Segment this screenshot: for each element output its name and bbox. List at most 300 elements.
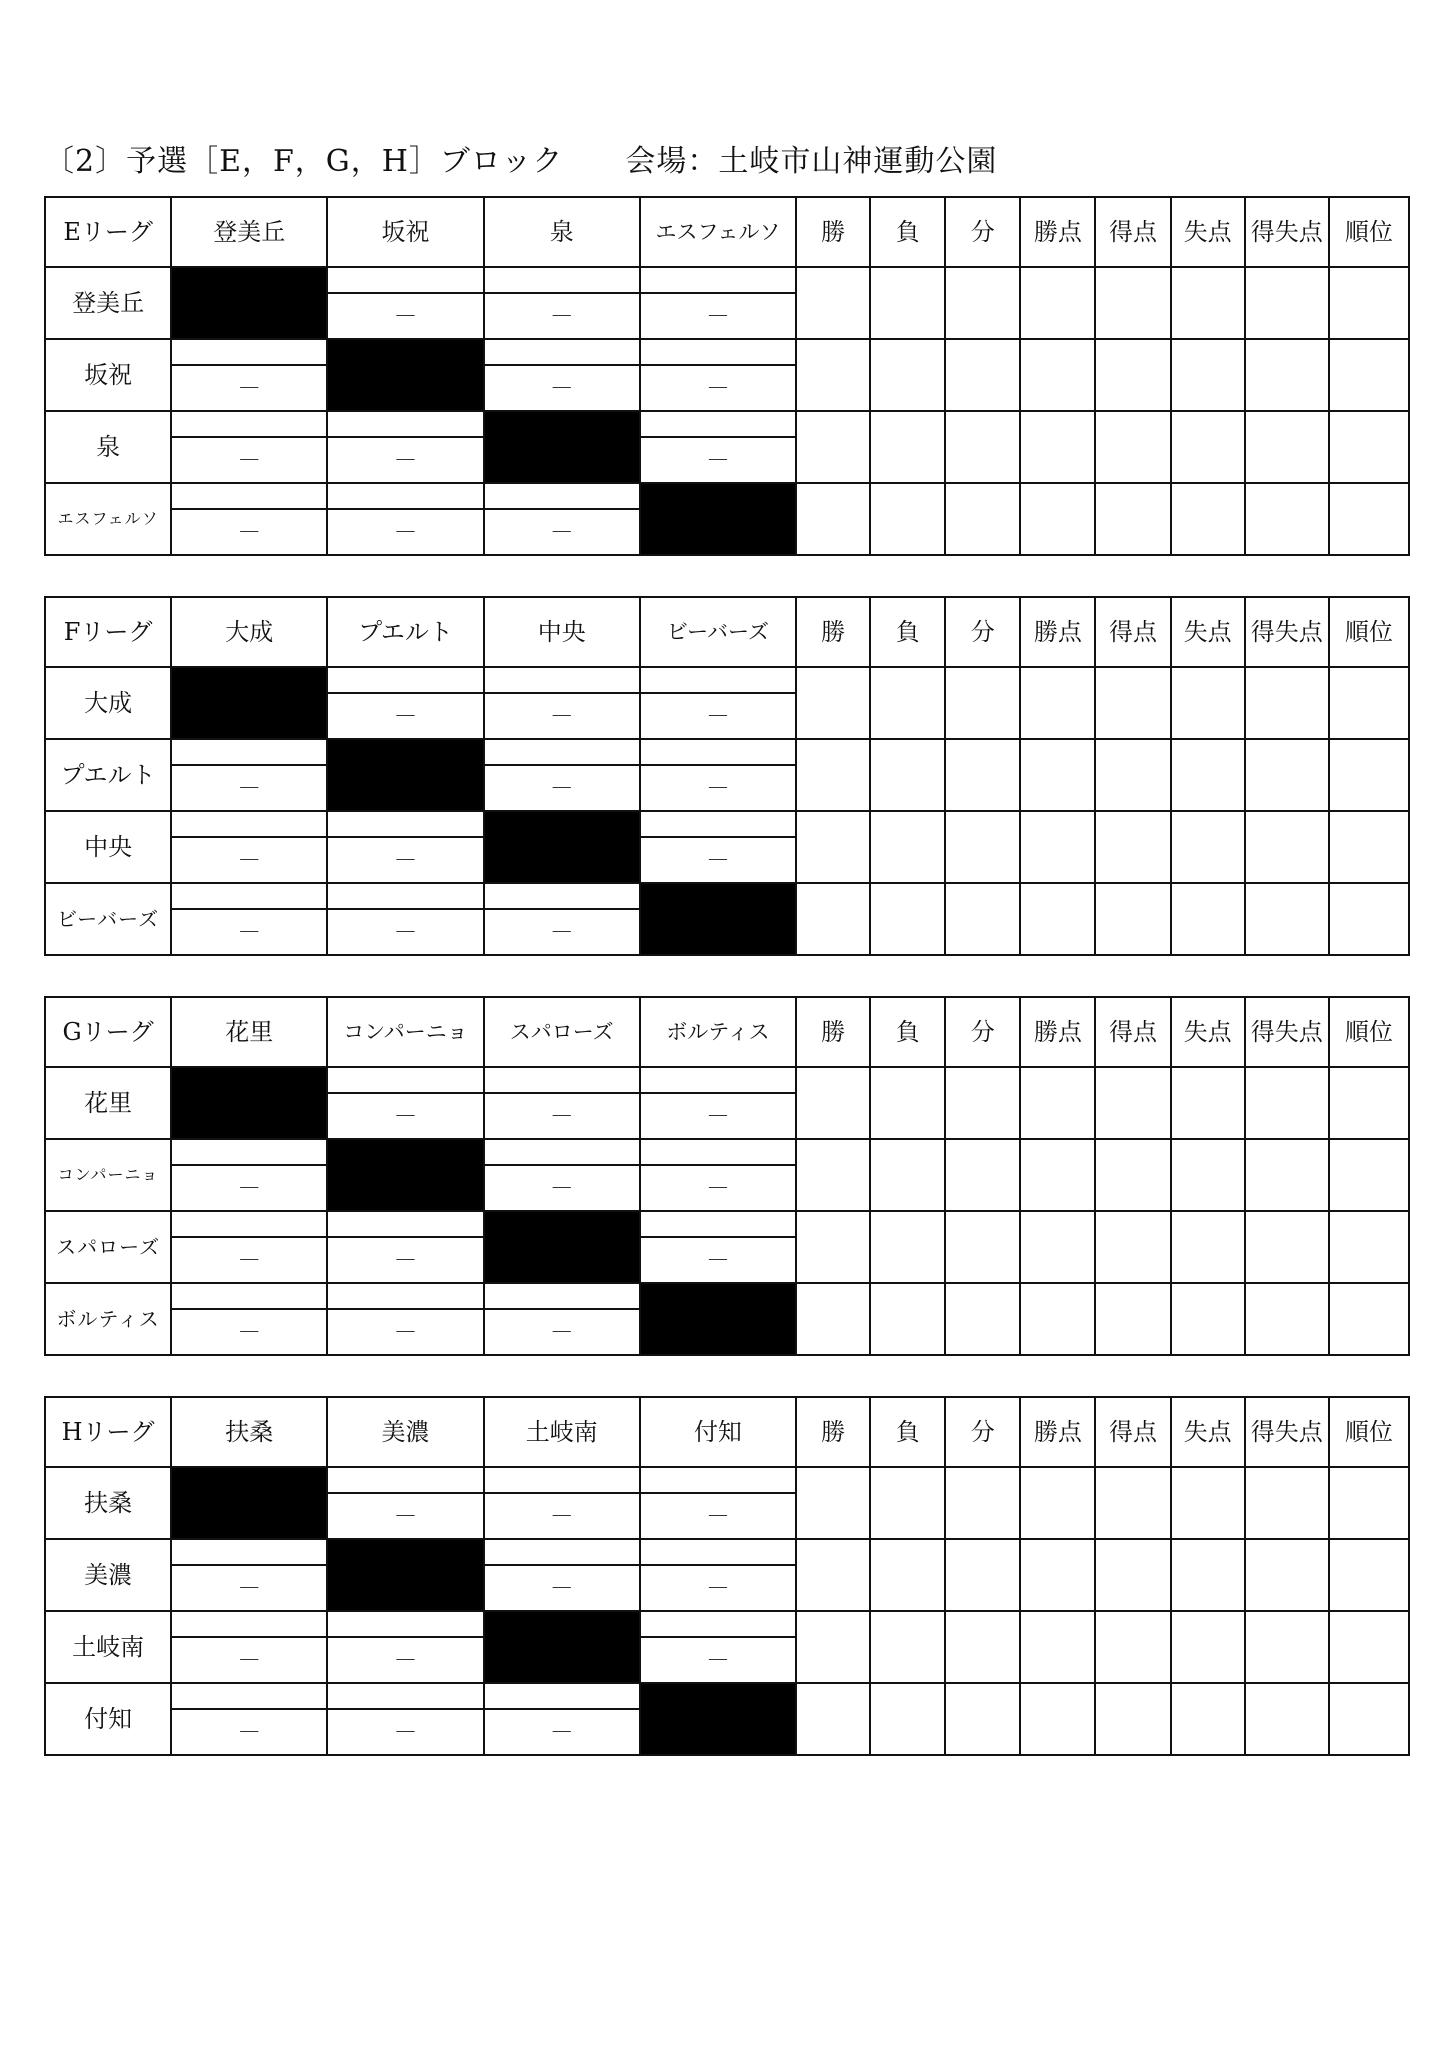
stat-cell [945,1611,1020,1683]
stat-cell [1245,883,1329,955]
score-cell: － [171,837,327,883]
score-cell: － [171,1237,327,1283]
stat-cell [796,267,870,339]
score-cell: － [327,1493,483,1539]
stat-header: 勝 [796,597,870,667]
score-cell: － [327,1237,483,1283]
result-cell [640,1139,796,1165]
stat-header: 得失点 [1245,197,1329,267]
stat-cell [1020,483,1095,555]
stat-cell [1171,1211,1245,1283]
result-cell [640,411,796,437]
opponent-header: 美濃 [327,1397,483,1467]
stat-cell [945,267,1020,339]
stat-cell [870,1067,945,1139]
self-match-cell [640,1283,796,1355]
result-cell [640,1611,796,1637]
league-table [44,596,1410,956]
opponent-header: 花里 [171,997,327,1067]
score-cell: － [327,693,483,739]
stat-cell [1020,1539,1095,1611]
stat-cell [1245,1611,1329,1683]
stat-header: 勝 [796,197,870,267]
stat-cell [1171,811,1245,883]
stat-cell [1095,339,1170,411]
team-name: 泉 [45,411,171,483]
stat-cell [945,667,1020,739]
stat-cell [945,1283,1020,1355]
stat-cell [1329,1139,1409,1211]
stat-cell [1245,1211,1329,1283]
stat-cell [1329,739,1409,811]
result-cell [171,739,327,765]
league-table [44,196,1410,556]
stat-cell [1171,1611,1245,1683]
result-cell [640,1211,796,1237]
stat-cell [1095,267,1170,339]
self-match-cell [640,483,796,555]
score-cell: － [171,909,327,955]
result-cell [484,883,640,909]
result-cell [327,1067,483,1093]
result-cell [640,811,796,837]
stat-cell [870,667,945,739]
stat-cell [1329,883,1409,955]
stat-cell [945,739,1020,811]
stat-cell [1245,1539,1329,1611]
stat-cell [945,1139,1020,1211]
result-cell [640,739,796,765]
stat-cell [1020,1067,1095,1139]
result-cell [327,667,483,693]
opponent-header: 泉 [484,197,640,267]
result-cell [327,1283,483,1309]
stat-header: 負 [870,597,945,667]
stat-cell [1171,1467,1245,1539]
stat-cell [1329,811,1409,883]
opponent-header: ボルティス [640,997,796,1067]
stat-cell [870,339,945,411]
score-cell: － [640,437,796,483]
stat-header: 分 [945,197,1020,267]
stat-cell [1329,1467,1409,1539]
stat-cell [1020,411,1095,483]
stat-cell [1171,1539,1245,1611]
stat-cell [1171,739,1245,811]
block-title: 〔2〕予選［E，F，G，H］ブロック [44,144,564,179]
result-cell [640,267,796,293]
stat-cell [796,1283,870,1355]
stat-cell [796,483,870,555]
stat-cell [1245,739,1329,811]
self-match-cell [640,1683,796,1755]
stat-cell [1171,339,1245,411]
stat-header: 得失点 [1245,997,1329,1067]
stat-cell [1020,1467,1095,1539]
team-name: 大成 [45,667,171,739]
stat-header: 順位 [1329,997,1409,1067]
score-cell: － [640,1565,796,1611]
stat-cell [1329,411,1409,483]
stat-cell [1095,1283,1170,1355]
league-name: Gリーグ [45,997,171,1067]
stat-cell [1020,1139,1095,1211]
stat-cell [1020,1611,1095,1683]
stat-cell [1329,1283,1409,1355]
team-name: 美濃 [45,1539,171,1611]
stat-cell [796,339,870,411]
stat-cell [1171,1139,1245,1211]
stat-cell [1329,1211,1409,1283]
result-cell [484,667,640,693]
result-cell [484,339,640,365]
stat-cell [1329,1683,1409,1755]
stat-header: 勝点 [1020,597,1095,667]
score-cell: － [484,1093,640,1139]
stat-cell [870,1539,945,1611]
result-cell [484,739,640,765]
stat-cell [945,411,1020,483]
stat-cell [1095,1467,1170,1539]
result-cell [484,1283,640,1309]
self-match-cell [171,267,327,339]
stat-header: 得点 [1095,197,1170,267]
stat-cell [1329,1539,1409,1611]
score-cell: － [484,293,640,339]
result-cell [640,1539,796,1565]
self-match-cell [171,1067,327,1139]
stat-cell [796,667,870,739]
result-cell [171,339,327,365]
opponent-header: 大成 [171,597,327,667]
result-cell [327,483,483,509]
stat-cell [1095,667,1170,739]
result-cell [327,1611,483,1637]
stat-cell [1020,1683,1095,1755]
stat-header: 分 [945,997,1020,1067]
stat-cell [870,411,945,483]
stat-cell [1329,1067,1409,1139]
result-cell [327,1683,483,1709]
result-cell [640,1467,796,1493]
stat-header: 順位 [1329,197,1409,267]
stat-cell [1095,483,1170,555]
stat-header: 勝点 [1020,197,1095,267]
league-name: Hリーグ [45,1397,171,1467]
score-cell: － [640,1637,796,1683]
score-cell: － [327,1709,483,1755]
league-name: Fリーグ [45,597,171,667]
opponent-header: 坂祝 [327,197,483,267]
score-cell: － [640,1493,796,1539]
stat-cell [945,883,1020,955]
team-name: ビーバーズ [45,883,171,955]
stat-header: 得失点 [1245,597,1329,667]
score-cell: － [171,365,327,411]
stat-cell [1329,1611,1409,1683]
stat-cell [870,1611,945,1683]
league-table [44,996,1410,1356]
stat-header: 負 [870,1397,945,1467]
stat-cell [945,1211,1020,1283]
score-cell: － [327,1093,483,1139]
result-cell [171,883,327,909]
stat-cell [1095,1139,1170,1211]
score-cell: － [640,365,796,411]
stat-cell [1245,411,1329,483]
self-match-cell [327,739,483,811]
stat-cell [945,1467,1020,1539]
score-cell: － [484,1493,640,1539]
stat-cell [796,883,870,955]
stat-cell [870,811,945,883]
stat-header: 勝点 [1020,997,1095,1067]
stat-cell [796,1683,870,1755]
result-cell [484,1467,640,1493]
result-cell [484,1067,640,1093]
stat-cell [1171,667,1245,739]
score-cell: － [171,765,327,811]
score-cell: － [484,1709,640,1755]
stat-cell [1245,1067,1329,1139]
stat-cell [796,739,870,811]
score-cell: － [640,765,796,811]
self-match-cell [327,1139,483,1211]
stat-cell [1020,339,1095,411]
stat-cell [1171,883,1245,955]
stat-cell [1020,883,1095,955]
team-name: ボルティス [45,1283,171,1355]
stat-cell [1095,1211,1170,1283]
result-cell [640,667,796,693]
stat-header: 順位 [1329,1397,1409,1467]
self-match-cell [327,1539,483,1611]
score-cell: － [640,1165,796,1211]
opponent-header: 扶桑 [171,1397,327,1467]
score-cell: － [171,509,327,555]
stat-cell [1095,411,1170,483]
score-cell: － [484,509,640,555]
score-cell: － [327,293,483,339]
stat-header: 勝 [796,1397,870,1467]
score-cell: － [484,365,640,411]
league-name: Eリーグ [45,197,171,267]
self-match-cell [484,1611,640,1683]
stat-cell [796,1467,870,1539]
score-cell: － [171,437,327,483]
opponent-header: 土岐南 [484,1397,640,1467]
stat-header: 勝 [796,997,870,1067]
self-match-cell [484,411,640,483]
result-cell [484,267,640,293]
team-name: コンパーニョ [45,1139,171,1211]
score-cell: － [327,909,483,955]
score-cell: － [484,1565,640,1611]
score-cell: － [171,1637,327,1683]
score-cell: － [484,1309,640,1355]
team-name: 花里 [45,1067,171,1139]
result-cell [171,1611,327,1637]
team-name: 土岐南 [45,1611,171,1683]
result-cell [171,1283,327,1309]
score-cell: － [171,1165,327,1211]
stat-cell [945,483,1020,555]
stat-header: 得失点 [1245,1397,1329,1467]
venue-label: 会場：土岐市山神運動公園 [625,144,998,179]
team-name: 中央 [45,811,171,883]
team-name: エスフェルソ [45,483,171,555]
stat-cell [1095,1539,1170,1611]
result-cell [171,411,327,437]
stat-cell [1171,1067,1245,1139]
score-cell: － [640,1093,796,1139]
stat-header: 得点 [1095,997,1170,1067]
stat-cell [1020,739,1095,811]
score-cell: － [484,693,640,739]
team-name: 登美丘 [45,267,171,339]
stat-cell [870,1683,945,1755]
stat-header: 分 [945,1397,1020,1467]
score-cell: － [484,1165,640,1211]
stat-cell [796,1211,870,1283]
team-name: 坂祝 [45,339,171,411]
result-cell [171,1211,327,1237]
stat-cell [1020,1283,1095,1355]
result-cell [327,1211,483,1237]
score-cell: － [640,693,796,739]
stat-cell [796,1539,870,1611]
score-cell: － [171,1709,327,1755]
stat-cell [870,883,945,955]
stat-cell [1171,267,1245,339]
result-cell [640,1067,796,1093]
stat-cell [1245,811,1329,883]
score-cell: － [640,293,796,339]
result-cell [484,1683,640,1709]
score-cell: － [327,437,483,483]
stat-cell [1329,267,1409,339]
stat-cell [870,1211,945,1283]
opponent-header: 登美丘 [171,197,327,267]
result-cell [640,339,796,365]
stat-cell [870,1283,945,1355]
opponent-header: ビーバーズ [640,597,796,667]
stat-cell [1245,1467,1329,1539]
score-cell: － [484,909,640,955]
self-match-cell [171,667,327,739]
league-table [44,1396,1410,1756]
score-cell: － [327,1309,483,1355]
stat-cell [1245,667,1329,739]
score-cell: － [484,765,640,811]
stat-cell [1171,483,1245,555]
result-cell [484,1139,640,1165]
stat-cell [945,1539,1020,1611]
stat-cell [1095,739,1170,811]
stat-cell [796,811,870,883]
stat-cell [1245,1283,1329,1355]
stat-cell [945,811,1020,883]
result-cell [171,1683,327,1709]
result-cell [171,1539,327,1565]
stat-cell [1171,1283,1245,1355]
opponent-header: プエルト [327,597,483,667]
result-cell [327,1467,483,1493]
stat-header: 勝点 [1020,1397,1095,1467]
stat-cell [1329,483,1409,555]
stat-cell [870,483,945,555]
stat-cell [1095,883,1170,955]
score-cell: － [171,1565,327,1611]
stat-cell [1245,1139,1329,1211]
score-cell: － [640,1237,796,1283]
stat-header: 得点 [1095,1397,1170,1467]
stat-cell [1095,811,1170,883]
result-cell [327,267,483,293]
result-cell [484,483,640,509]
self-match-cell [171,1467,327,1539]
stat-cell [796,1139,870,1211]
score-cell: － [171,1309,327,1355]
stat-header: 失点 [1171,197,1245,267]
stat-header: 負 [870,997,945,1067]
team-name: スパローズ [45,1211,171,1283]
stat-cell [1020,267,1095,339]
result-cell [484,1539,640,1565]
result-cell [171,811,327,837]
stat-cell [945,339,1020,411]
stat-cell [1245,1683,1329,1755]
score-cell: － [327,509,483,555]
result-cell [171,1139,327,1165]
stat-cell [870,267,945,339]
stat-cell [1171,411,1245,483]
self-match-cell [640,883,796,955]
opponent-header: エスフェルソ [640,197,796,267]
stat-cell [945,1067,1020,1139]
stat-header: 負 [870,197,945,267]
stat-cell [796,1611,870,1683]
stat-header: 失点 [1171,997,1245,1067]
stat-header: 分 [945,597,1020,667]
opponent-header: コンパーニョ [327,997,483,1067]
score-cell: － [327,837,483,883]
stat-cell [1020,811,1095,883]
score-cell: － [327,1637,483,1683]
stat-cell [1329,667,1409,739]
stat-header: 失点 [1171,597,1245,667]
opponent-header: 付知 [640,1397,796,1467]
score-cell: － [640,837,796,883]
stat-cell [1095,1611,1170,1683]
stat-cell [1095,1067,1170,1139]
result-cell [327,411,483,437]
self-match-cell [327,339,483,411]
result-cell [327,883,483,909]
stat-header: 順位 [1329,597,1409,667]
stat-cell [1020,1211,1095,1283]
stat-header: 得点 [1095,597,1170,667]
page-heading [44,140,997,184]
stat-cell [1020,667,1095,739]
opponent-header: スパローズ [484,997,640,1067]
stat-cell [1245,267,1329,339]
team-name: 付知 [45,1683,171,1755]
self-match-cell [484,1211,640,1283]
stat-cell [870,1139,945,1211]
self-match-cell [484,811,640,883]
opponent-header: 中央 [484,597,640,667]
